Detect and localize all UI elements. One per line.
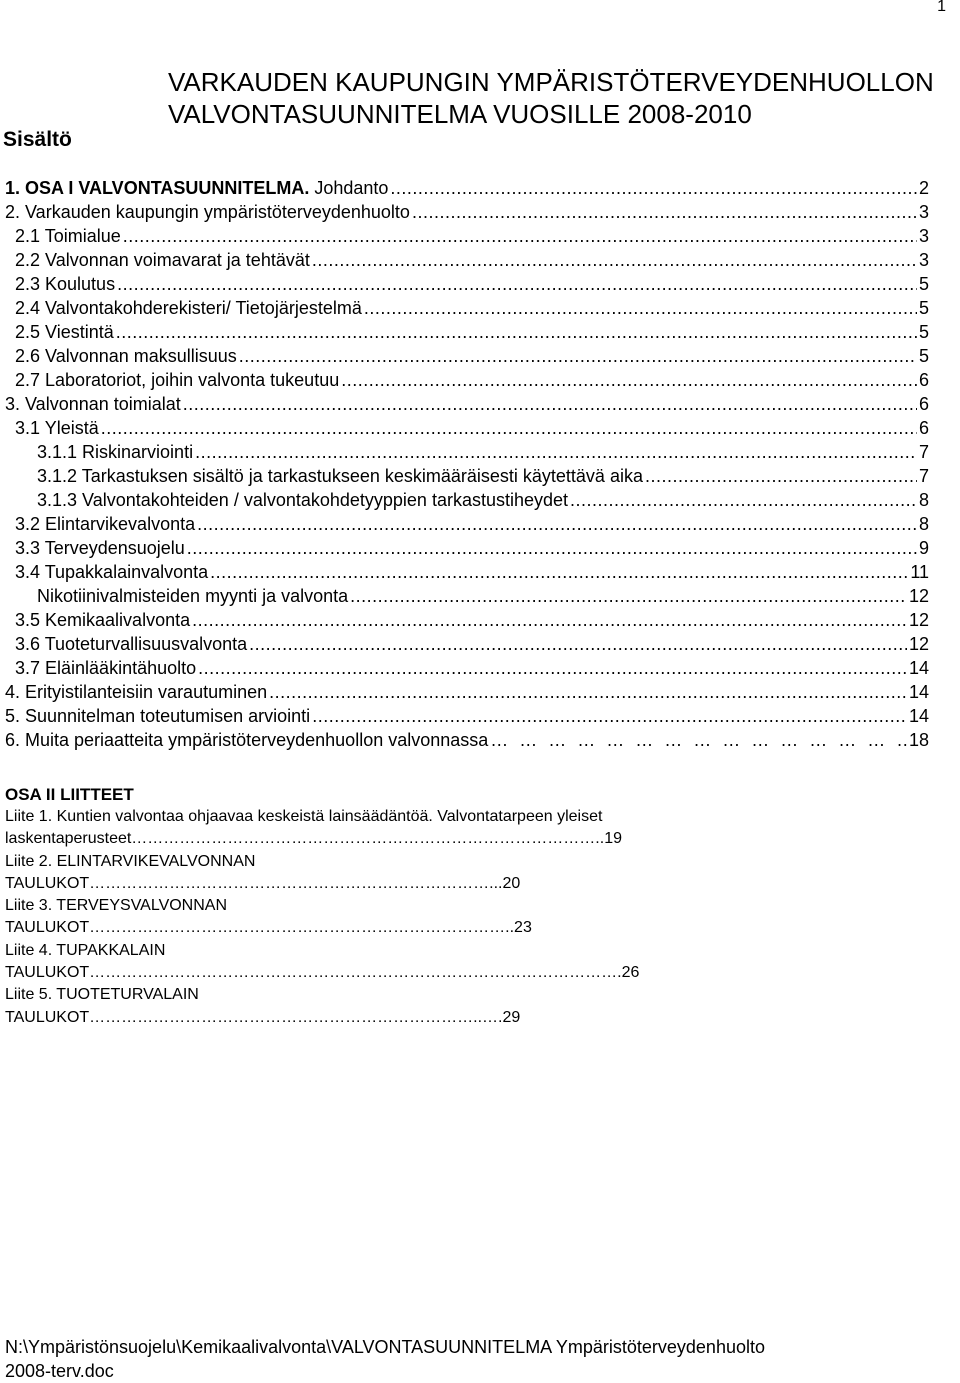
toc-dot-leader — [187, 536, 917, 560]
toc-entry[interactable] — [5, 632, 929, 656]
table-of-contents — [5, 176, 929, 752]
appendix-item-title: Liite 5. TUOTETURVALAIN — [5, 986, 199, 1004]
toc-entry-page: 8 — [918, 490, 929, 510]
file-path-line2: 2008-terv.doc — [5, 1361, 114, 1381]
appendix-item[interactable] — [5, 984, 639, 1029]
toc-entry[interactable] — [5, 728, 929, 752]
toc-entry[interactable] — [5, 512, 929, 536]
toc-entry-page: 9 — [918, 538, 929, 558]
toc-entry-title — [37, 464, 643, 488]
toc-dot-leader — [195, 440, 917, 464]
toc-entry[interactable] — [5, 368, 929, 392]
toc-entry-page: 8 — [918, 514, 929, 534]
appendix-item-title: Liite 1. Kuntien valvontaa ohjaavaa keskeistä lainsäädäntöä. Valvontatarpeen yleiset — [5, 808, 603, 825]
toc-entry-title-text: 3.2 Elintarvikevalvonta — [15, 514, 196, 534]
toc-dot-leader — [390, 176, 917, 200]
toc-entry[interactable] — [5, 392, 929, 416]
toc-entry-page: 6 — [918, 370, 929, 390]
toc-dot-leader — [239, 344, 917, 368]
toc-entry-page: 5 — [918, 346, 929, 366]
toc-entry-title — [15, 344, 237, 368]
toc-entry[interactable] — [5, 200, 929, 224]
contents-heading: Sisältö — [3, 128, 72, 151]
toc-entry[interactable] — [5, 488, 929, 512]
toc-dot-leader — [269, 680, 907, 704]
toc-entry-page: 12 — [908, 634, 929, 654]
toc-dot-leader — [183, 392, 917, 416]
toc-entry-title — [15, 656, 196, 680]
toc-entry-page: 7 — [918, 442, 929, 462]
toc-entry-page: 3 — [918, 202, 929, 222]
toc-entry-title-text: 2.2 Valvonnan voimavarat ja tehtävät — [15, 250, 310, 270]
toc-entry-title — [15, 560, 208, 584]
toc-entry-page: 11 — [910, 562, 929, 582]
toc-dot-leader — [364, 296, 917, 320]
toc-entry-title-text: 3. Valvonnan toimialat — [5, 394, 181, 414]
toc-entry[interactable] — [5, 320, 929, 344]
toc-entry-page: 6 — [918, 418, 929, 438]
appendix-item-page-line: TAULUKOT……………………………………………………………………………………….26 — [5, 964, 640, 982]
page-number: 1 — [937, 0, 946, 15]
toc-entry-title — [15, 608, 190, 632]
appendix-heading: OSA II LIITTEET — [5, 785, 134, 804]
toc-entry-page: 5 — [918, 274, 929, 294]
toc-entry-title — [15, 536, 185, 560]
toc-entry-title-text: 2.7 Laboratoriot, joihin valvonta tukeutuu — [15, 370, 340, 390]
document-title-line1: VARKAUDEN KAUPUNGIN YMPÄRISTÖTERVEYDENHUOLLON — [168, 67, 934, 97]
toc-entry-title-text: 3.1 Yleistä — [15, 418, 99, 438]
toc-entry-title-text: 2. Varkauden kaupungin ympäristöterveydenhuolto — [5, 202, 410, 222]
appendix-item-page-line: laskentaperusteet……………………………………………………………………………..19 — [5, 830, 622, 848]
toc-entry-page: 12 — [908, 586, 929, 606]
appendix-item-page-line: TAULUKOT…………………………………………………………………...20 — [5, 874, 521, 892]
toc-entry-title-text: 2.6 Valvonnan maksullisuus — [15, 346, 237, 366]
toc-entry-page: 14 — [908, 658, 929, 678]
file-path-footer — [5, 1335, 765, 1383]
toc-entry-page: 14 — [908, 706, 929, 726]
toc-entry-title — [5, 680, 267, 704]
toc-entry-title — [15, 632, 247, 656]
toc-dot-leader — [101, 416, 917, 440]
toc-dot-leader — [341, 368, 917, 392]
toc-dot-leader — [210, 560, 908, 584]
toc-dot-leader — [312, 248, 917, 272]
toc-dot-leader — [192, 608, 907, 632]
toc-entry-title-text: 3.1.2 Tarkastuksen sisältö ja tarkastukseen keskimääräisesti käytettävä aika — [37, 466, 643, 486]
toc-entry-title-text: 2.5 Viestintä — [15, 322, 114, 342]
toc-entry-title-text: Nikotiinivalmisteiden myynti ja valvonta — [37, 586, 349, 606]
toc-entry-title-text: Johdanto — [309, 178, 389, 198]
toc-dot-leader — [350, 584, 907, 608]
toc-entry-title-text: 4. Erityistilanteisiin varautuminen — [5, 682, 268, 702]
toc-entry-title — [5, 728, 488, 752]
toc-dot-leader — [198, 656, 907, 680]
toc-entry-title-text: 3.6 Tuoteturvallisuusvalvonta — [15, 634, 248, 654]
document-title-line2: VALVONTASUUNNITELMA VUOSILLE 2008-2010 — [168, 99, 752, 129]
toc-entry-title-text: 2.1 Toimialue — [15, 226, 121, 246]
toc-entry-page: 6 — [918, 394, 929, 414]
toc-entry[interactable] — [5, 464, 929, 488]
toc-entry-page: 2 — [918, 178, 929, 198]
appendix-item-title: Liite 4. TUPAKKALAIN — [5, 941, 166, 959]
file-path-line1: N:\Ympäristönsuojelu\Kemikaalivalvonta\VALVONTASUUNNITELMA Ympäristöterveydenhuolto — [5, 1337, 765, 1357]
toc-entry[interactable] — [5, 344, 929, 368]
toc-entry-title-bold: 1. OSA I VALVONTASUUNNITELMA. — [5, 178, 310, 198]
toc-entry-page: 7 — [918, 466, 929, 486]
appendix-item[interactable] — [5, 940, 639, 985]
toc-entry[interactable] — [5, 680, 929, 704]
toc-dot-leader — [412, 200, 917, 224]
toc-entry[interactable] — [5, 536, 929, 560]
toc-entry-title-text: 3.1.1 Riskinarviointi — [37, 442, 194, 462]
appendix-item[interactable] — [5, 806, 639, 851]
toc-entry-title-text: 3.7 Eläinlääkintähuolto — [15, 658, 197, 678]
toc-entry-page: 5 — [918, 322, 929, 342]
toc-entry-title — [37, 488, 568, 512]
toc-entry-title-text: 5. Suunnitelman toteutumisen arviointi — [5, 706, 311, 726]
appendix-item-page-line: TAULUKOT………………………………………………………………..….29 — [5, 1008, 521, 1026]
toc-entry-title — [5, 392, 181, 416]
toc-entry-title — [15, 272, 115, 296]
toc-entry-title — [15, 224, 121, 248]
toc-entry-title — [5, 200, 410, 224]
toc-dot-leader — [123, 224, 917, 248]
toc-entry-page: 14 — [908, 682, 929, 702]
toc-dot-leader — [116, 320, 917, 344]
toc-dot-leader — [490, 728, 907, 752]
toc-dot-leader — [645, 464, 917, 488]
toc-entry-page: 3 — [918, 226, 929, 246]
toc-entry-page: 18 — [908, 730, 929, 750]
toc-entry-title — [15, 368, 339, 392]
toc-entry[interactable] — [5, 296, 929, 320]
toc-dot-leader — [197, 512, 917, 536]
toc-entry[interactable] — [5, 224, 929, 248]
appendix-item-title: Liite 2. ELINTARVIKEVALVONNAN — [5, 852, 256, 870]
toc-entry[interactable] — [5, 416, 929, 440]
toc-dot-leader — [570, 488, 917, 512]
toc-entry-title — [37, 440, 193, 464]
toc-entry-page: 3 — [918, 250, 929, 270]
toc-entry-title — [37, 584, 348, 608]
toc-entry-page: 5 — [918, 298, 929, 318]
toc-entry[interactable] — [5, 176, 929, 200]
appendix-item[interactable] — [5, 895, 639, 940]
toc-entry-title-text: 3.4 Tupakkalainvalvonta — [15, 562, 209, 582]
toc-entry-title — [5, 176, 388, 200]
toc-entry[interactable] — [5, 560, 929, 584]
toc-entry[interactable] — [5, 656, 929, 680]
document-title — [168, 66, 934, 130]
appendix-item-title: Liite 3. TERVEYSVALVONNAN — [5, 897, 228, 915]
toc-entry[interactable] — [5, 608, 929, 632]
toc-entry[interactable] — [5, 248, 929, 272]
appendix-item-page-line: TAULUKOT……………………………………………………………………..23 — [5, 919, 532, 937]
toc-entry[interactable] — [5, 584, 929, 608]
toc-entry-title-text: 6. Muita periaatteita ympäristöterveydenhuollon valvonnassa — [5, 730, 489, 750]
toc-entry-title-text: 3.1.3 Valvontakohteiden / valvontakohdetyyppien tarkastustiheydet — [37, 490, 569, 510]
toc-entry-title — [15, 512, 195, 536]
toc-dot-leader — [249, 632, 907, 656]
toc-entry-page: 12 — [908, 610, 929, 630]
appendix-item[interactable] — [5, 851, 639, 896]
toc-entry[interactable] — [5, 440, 929, 464]
toc-entry-title — [15, 320, 114, 344]
toc-entry-title-text: 2.4 Valvontakohderekisteri/ Tietojärjestelmä — [15, 298, 362, 318]
toc-entry[interactable] — [5, 272, 929, 296]
toc-entry-title — [15, 296, 362, 320]
toc-entry[interactable] — [5, 704, 929, 728]
toc-entry-title-text: 3.5 Kemikaalivalvonta — [15, 610, 191, 630]
appendix-list — [5, 806, 639, 1029]
toc-dot-leader — [117, 272, 917, 296]
toc-entry-title-text: 2.3 Koulutus — [15, 274, 116, 294]
toc-entry-title — [15, 248, 310, 272]
toc-entry-title — [15, 416, 99, 440]
toc-entry-title-text: 3.3 Terveydensuojelu — [15, 538, 185, 558]
toc-dot-leader — [312, 704, 907, 728]
toc-entry-title — [5, 704, 310, 728]
